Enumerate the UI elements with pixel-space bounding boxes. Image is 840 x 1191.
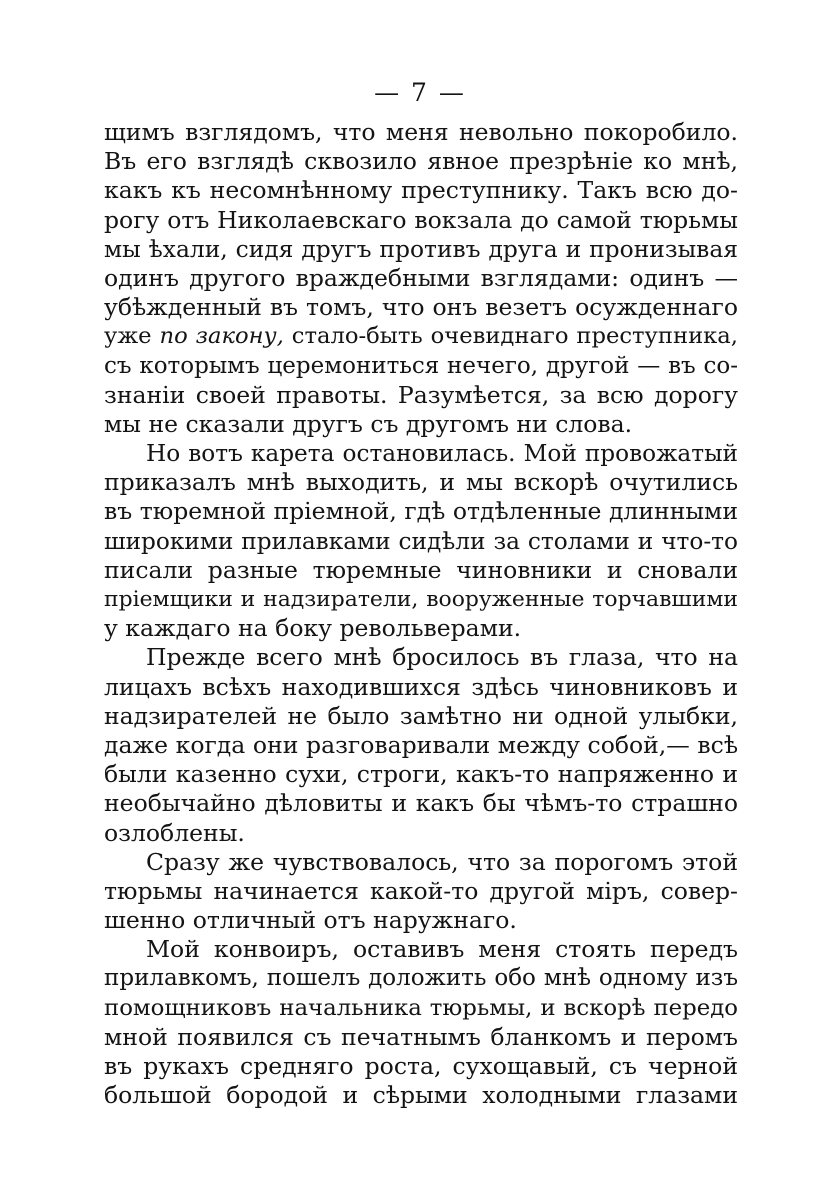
text-line: прилавкомъ, пошелъ доложить обо мнѣ одному изъ xyxy=(104,965,738,992)
text-line: какъ къ несомнѣнному преступнику. Такъ всю до- xyxy=(104,176,738,205)
text-line: шенно отличный отъ наружнаго. xyxy=(104,906,517,935)
text-line: озлоблены. xyxy=(104,818,245,847)
text-line: приказалъ мнѣ выходить, и мы вскорѣ очутились xyxy=(104,468,738,497)
text-line: убѣжденный въ томъ, что онъ везетъ осужденнаго xyxy=(104,293,738,322)
text-line: Мой конвоиръ, оставивъ меня стоять передъ xyxy=(146,935,738,964)
text-line: были казенно сухи, строги, какъ-то напряженно и xyxy=(104,760,738,789)
text-line: большой бородой и сѣрыми холодными глазами xyxy=(104,1081,738,1110)
emphasized-text: по закону, xyxy=(159,323,284,350)
text-line: тюрьмы начинается какой-то другой міръ, совер- xyxy=(104,876,738,905)
text-line: даже когда они разговаривали между собой,— всѣ xyxy=(104,730,738,759)
paragraph xyxy=(104,935,738,1110)
text-segment: стало-быть очевиднаго преступника, xyxy=(283,323,738,350)
text-line: мы ѣхали, сидя другъ противъ друга и пронизывая xyxy=(104,234,738,263)
text-line xyxy=(104,322,738,351)
text-line: въ тюремной пріемной, гдѣ отдѣленные длинными xyxy=(104,497,738,526)
text-line: необычайно дѣловиты и какъ бы чѣмъ-то страшно xyxy=(104,789,738,818)
text-line: пріемщики и надзиратели, вооруженные торчавшими xyxy=(104,587,738,612)
text-line: Сразу же чувствовалось, что за порогомъ этой xyxy=(146,847,738,876)
text-line: знаніи своей правоты. Разумѣется, за всю дорогу xyxy=(104,380,738,409)
paragraph xyxy=(104,643,738,847)
page-number: — 7 — xyxy=(374,78,466,107)
text-line: широкими прилавками сидѣли за столами и что-то xyxy=(104,527,738,555)
text-line: у каждаго на боку револьверами. xyxy=(104,614,522,643)
paragraph xyxy=(104,118,738,439)
text-line: надзирателей не было замѣтно ни одной улыбки, xyxy=(104,701,738,730)
text-line: одинъ другого враждебными взглядами: одинъ — xyxy=(104,263,738,292)
text-line: мы не сказали другъ съ другомъ ни слова. xyxy=(104,409,633,438)
text-line: въ рукахъ средняго роста, сухощавый, съ черной xyxy=(104,1052,738,1080)
text-line: Но вотъ карета остановилась. Мой провожатый xyxy=(146,440,738,468)
body-text xyxy=(104,118,738,1110)
text-line: Прежде всего мнѣ бросилось въ глаза, что на xyxy=(146,643,738,672)
text-line: мной появился съ печатнымъ бланкомъ и перомъ xyxy=(104,1022,738,1051)
paragraph xyxy=(104,439,738,643)
text-segment: уже xyxy=(104,323,160,350)
text-line: лицахъ всѣхъ находившихся здѣсь чиновниковъ и xyxy=(104,672,738,701)
text-line: помощниковъ начальника тюрьмы, и вскорѣ передо xyxy=(104,994,738,1021)
paragraph xyxy=(104,848,738,936)
text-line: съ которымъ церемониться нечего, другой — въ со- xyxy=(104,352,738,379)
text-line: писали разные тюремные чиновники и сновали xyxy=(104,555,738,584)
text-line: щимъ взглядомъ, что меня невольно покоробило. xyxy=(104,118,738,146)
text-line: рогу отъ Николаевскаго вокзала до самой тюрьмы xyxy=(104,205,738,234)
text-line: Въ его взглядѣ сквозило явное презрѣніе ко мнѣ, xyxy=(104,147,738,176)
